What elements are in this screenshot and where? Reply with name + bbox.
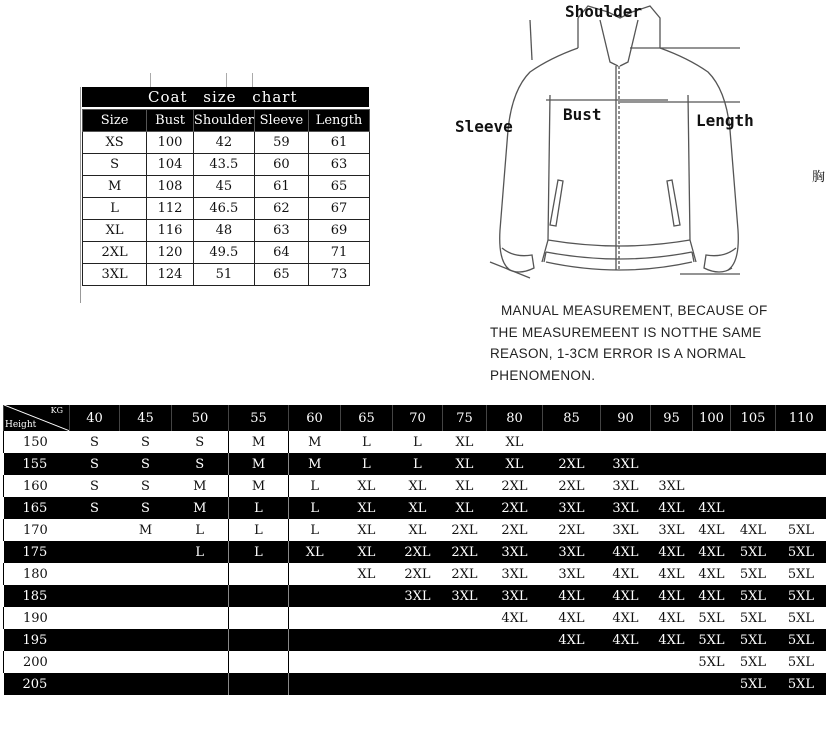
size-cell	[393, 673, 443, 695]
size-cell: XL	[443, 497, 487, 519]
coat-cell: 3XL	[83, 264, 147, 286]
size-cell: M	[120, 519, 172, 541]
coat-cell: XS	[83, 132, 147, 154]
size-cell: L	[393, 453, 443, 475]
coat-cell: XL	[83, 220, 147, 242]
size-cell	[120, 607, 172, 629]
size-cell	[601, 431, 651, 453]
size-cell: 2XL	[443, 519, 487, 541]
size-cell: 2XL	[443, 563, 487, 585]
size-cell	[693, 475, 731, 497]
coat-cell: 43.5	[193, 154, 254, 176]
size-cell: 4XL	[651, 607, 693, 629]
size-cell: 4XL	[651, 541, 693, 563]
size-cell: M	[229, 475, 289, 497]
coat-cell: 63	[254, 220, 308, 242]
size-cell: L	[229, 541, 289, 563]
coat-cell: 42	[193, 132, 254, 154]
size-cell: 4XL	[731, 519, 776, 541]
size-cell: XL	[341, 519, 393, 541]
size-cell: 3XL	[601, 519, 651, 541]
size-cell: 4XL	[651, 585, 693, 607]
table-row	[83, 198, 370, 220]
coat-cell: 2XL	[83, 242, 147, 264]
size-cell	[70, 651, 120, 673]
coat-cell: 48	[193, 220, 254, 242]
coat-cell: 124	[147, 264, 194, 286]
height-value: 190	[4, 607, 70, 629]
size-cell: 2XL	[543, 519, 601, 541]
height-value: 200	[4, 651, 70, 673]
coat-cell: 45	[193, 176, 254, 198]
size-cell: S	[70, 497, 120, 519]
size-cell	[731, 431, 776, 453]
coat-cell: 73	[309, 264, 370, 286]
size-cell	[776, 497, 826, 519]
size-cell	[487, 673, 543, 695]
size-cell: S	[70, 475, 120, 497]
size-cell: 4XL	[693, 541, 731, 563]
size-cell	[341, 629, 393, 651]
size-cell	[393, 651, 443, 673]
size-cell: M	[289, 431, 341, 453]
size-cell: S	[120, 497, 172, 519]
size-cell: 3XL	[543, 541, 601, 563]
size-cell: M	[172, 475, 229, 497]
coat-cell: 104	[147, 154, 194, 176]
size-cell	[172, 651, 229, 673]
size-cell	[120, 541, 172, 563]
size-cell: M	[229, 453, 289, 475]
size-cell	[289, 607, 341, 629]
coat-chart-title: Coat size chart	[82, 87, 369, 107]
table-row	[4, 629, 826, 651]
size-cell	[543, 651, 601, 673]
size-cell: 5XL	[731, 673, 776, 695]
size-cell: 4XL	[693, 585, 731, 607]
size-cell	[120, 673, 172, 695]
size-cell: 3XL	[543, 563, 601, 585]
size-cell: XL	[443, 453, 487, 475]
size-cell: 5XL	[693, 607, 731, 629]
size-cell	[289, 629, 341, 651]
size-cell: M	[229, 431, 289, 453]
size-cell	[443, 673, 487, 695]
size-cell: 5XL	[776, 585, 826, 607]
size-cell: S	[120, 431, 172, 453]
height-value: 165	[4, 497, 70, 519]
coat-cell: 69	[309, 220, 370, 242]
size-cell: L	[289, 497, 341, 519]
size-cell: XL	[443, 475, 487, 497]
weight-header: 90	[601, 405, 651, 431]
size-cell: 4XL	[487, 607, 543, 629]
size-cell: 3XL	[487, 541, 543, 563]
size-cell: 5XL	[776, 673, 826, 695]
size-cell: 2XL	[543, 475, 601, 497]
coat-col-header: Length	[309, 110, 370, 132]
coat-cell: 112	[147, 198, 194, 220]
size-cell	[341, 607, 393, 629]
coat-cell: M	[83, 176, 147, 198]
jacket-measurement-diagram	[470, 0, 770, 285]
size-cell	[393, 629, 443, 651]
size-cell: 5XL	[731, 585, 776, 607]
size-cell: 5XL	[776, 651, 826, 673]
weight-header: 75	[443, 405, 487, 431]
coat-cell: 65	[309, 176, 370, 198]
size-cell: XL	[487, 453, 543, 475]
size-cell	[289, 563, 341, 585]
table-row	[4, 651, 826, 673]
coat-col-header: Sleeve	[254, 110, 308, 132]
size-cell	[229, 585, 289, 607]
size-cell	[443, 651, 487, 673]
size-cell	[651, 453, 693, 475]
size-cell: 4XL	[651, 497, 693, 519]
size-cell	[443, 629, 487, 651]
size-cell: 5XL	[776, 541, 826, 563]
size-cell: L	[229, 497, 289, 519]
table-row	[4, 519, 826, 541]
weight-header: 105	[731, 405, 776, 431]
size-cell: 4XL	[601, 541, 651, 563]
size-cell	[172, 629, 229, 651]
coat-cell: 61	[309, 132, 370, 154]
size-cell	[393, 607, 443, 629]
size-cell: 2XL	[393, 563, 443, 585]
size-cell	[70, 563, 120, 585]
size-cell: XL	[443, 431, 487, 453]
size-cell: S	[172, 453, 229, 475]
size-cell: XL	[487, 431, 543, 453]
table-row	[83, 220, 370, 242]
size-cell	[229, 629, 289, 651]
size-cell	[341, 673, 393, 695]
table-row	[4, 497, 826, 519]
size-cell: XL	[341, 475, 393, 497]
size-cell	[120, 651, 172, 673]
size-cell	[731, 475, 776, 497]
measurement-note	[490, 300, 800, 386]
note-line: THE MEASUREMEENT IS NOTTHE SAME	[490, 324, 762, 340]
kg-label: KG	[50, 406, 63, 415]
coat-cell: 63	[309, 154, 370, 176]
size-cell: L	[289, 519, 341, 541]
size-cell: 3XL	[651, 519, 693, 541]
size-cell: 4XL	[693, 563, 731, 585]
coat-cell: L	[83, 198, 147, 220]
size-cell: XL	[341, 541, 393, 563]
height-label: Height	[5, 420, 37, 430]
size-cell: 5XL	[731, 651, 776, 673]
size-cell	[70, 673, 120, 695]
size-cell: 3XL	[487, 585, 543, 607]
size-cell: 4XL	[543, 607, 601, 629]
size-cell: 2XL	[487, 475, 543, 497]
size-cell: 3XL	[601, 475, 651, 497]
size-cell: 5XL	[731, 563, 776, 585]
size-cell: 3XL	[601, 497, 651, 519]
coat-cell: 46.5	[193, 198, 254, 220]
size-cell	[172, 563, 229, 585]
size-cell: 4XL	[651, 629, 693, 651]
coat-chart-table	[82, 109, 370, 286]
size-cell: 4XL	[543, 629, 601, 651]
coat-cell: 49.5	[193, 242, 254, 264]
size-cell: M	[172, 497, 229, 519]
size-cell: L	[289, 475, 341, 497]
coat-cell: 62	[254, 198, 308, 220]
size-cell: 5XL	[776, 607, 826, 629]
size-cell	[120, 585, 172, 607]
coat-cell: 67	[309, 198, 370, 220]
size-cell: 4XL	[693, 497, 731, 519]
weight-header: 80	[487, 405, 543, 431]
stray-character: 胸	[812, 170, 826, 185]
coat-cell: 60	[254, 154, 308, 176]
size-cell: L	[393, 431, 443, 453]
size-cell: 5XL	[693, 629, 731, 651]
coat-cell: 108	[147, 176, 194, 198]
weight-header: 110	[776, 405, 826, 431]
size-cell	[443, 607, 487, 629]
size-cell: L	[172, 519, 229, 541]
height-value: 195	[4, 629, 70, 651]
size-cell	[341, 651, 393, 673]
size-cell: 4XL	[543, 585, 601, 607]
size-cell	[731, 497, 776, 519]
size-cell	[776, 453, 826, 475]
size-cell: 5XL	[731, 541, 776, 563]
weight-header: 85	[543, 405, 601, 431]
size-cell: 5XL	[776, 519, 826, 541]
size-cell: 4XL	[601, 585, 651, 607]
size-cell	[289, 673, 341, 695]
size-cell	[651, 651, 693, 673]
size-cell: 2XL	[487, 519, 543, 541]
sleeve-label: Sleeve	[455, 117, 513, 136]
shoulder-label: Shoulder	[565, 2, 643, 21]
size-cell	[229, 651, 289, 673]
size-cell: 4XL	[651, 563, 693, 585]
table-row	[83, 242, 370, 264]
size-cell	[229, 607, 289, 629]
height-weight-size-grid	[3, 405, 826, 695]
table-row	[4, 541, 826, 563]
table-row	[4, 673, 826, 695]
coat-cell: 120	[147, 242, 194, 264]
size-cell	[487, 629, 543, 651]
table-ruler	[80, 73, 370, 87]
table-row	[4, 453, 826, 475]
size-cell: XL	[341, 563, 393, 585]
size-cell	[289, 585, 341, 607]
weight-header: 50	[172, 405, 229, 431]
size-cell	[70, 629, 120, 651]
size-cell	[693, 453, 731, 475]
coat-cell: 65	[254, 264, 308, 286]
table-row	[4, 607, 826, 629]
size-cell	[172, 607, 229, 629]
size-cell	[651, 673, 693, 695]
height-value: 180	[4, 563, 70, 585]
size-cell: M	[289, 453, 341, 475]
size-cell	[776, 431, 826, 453]
table-row	[4, 475, 826, 497]
weight-header: 65	[341, 405, 393, 431]
coat-col-header: Size	[83, 110, 147, 132]
grid-corner	[4, 405, 70, 431]
size-cell: 3XL	[601, 453, 651, 475]
coat-cell: 64	[254, 242, 308, 264]
weight-header: 70	[393, 405, 443, 431]
size-cell	[229, 563, 289, 585]
size-cell	[693, 431, 731, 453]
size-cell: 5XL	[776, 563, 826, 585]
size-cell: L	[341, 453, 393, 475]
table-row	[83, 176, 370, 198]
size-cell	[341, 585, 393, 607]
weight-header: 45	[120, 405, 172, 431]
height-value: 160	[4, 475, 70, 497]
coat-cell: 59	[254, 132, 308, 154]
size-cell: 2XL	[443, 541, 487, 563]
size-cell	[601, 673, 651, 695]
size-cell: 2XL	[543, 453, 601, 475]
coat-cell: 116	[147, 220, 194, 242]
coat-col-header: Shoulder	[193, 110, 254, 132]
size-cell: 4XL	[693, 519, 731, 541]
size-cell: 4XL	[601, 629, 651, 651]
size-cell	[172, 585, 229, 607]
coat-cell: S	[83, 154, 147, 176]
size-cell: 3XL	[543, 497, 601, 519]
size-cell: 3XL	[443, 585, 487, 607]
table-row	[83, 264, 370, 286]
table-row	[83, 154, 370, 176]
size-cell	[70, 607, 120, 629]
size-cell	[487, 651, 543, 673]
size-cell: XL	[393, 519, 443, 541]
size-cell	[776, 475, 826, 497]
weight-header: 40	[70, 405, 120, 431]
size-cell	[289, 651, 341, 673]
grid-header-row	[4, 405, 826, 431]
height-value: 185	[4, 585, 70, 607]
weight-header: 55	[229, 405, 289, 431]
size-cell	[172, 673, 229, 695]
size-cell	[543, 431, 601, 453]
size-cell	[693, 673, 731, 695]
table-row	[4, 563, 826, 585]
coat-cell: 100	[147, 132, 194, 154]
bust-label: Bust	[563, 105, 602, 124]
size-cell	[601, 651, 651, 673]
weight-header: 100	[693, 405, 731, 431]
size-cell: 2XL	[393, 541, 443, 563]
size-cell: 5XL	[776, 629, 826, 651]
size-cell: XL	[341, 497, 393, 519]
size-cell	[543, 673, 601, 695]
height-value: 170	[4, 519, 70, 541]
size-cell	[651, 431, 693, 453]
height-value: 175	[4, 541, 70, 563]
size-cell: S	[172, 431, 229, 453]
coat-cell: 61	[254, 176, 308, 198]
height-value: 205	[4, 673, 70, 695]
size-cell: S	[120, 475, 172, 497]
size-cell: 4XL	[601, 607, 651, 629]
size-cell	[70, 541, 120, 563]
note-line: REASON, 1-3CM ERROR IS A NORMAL	[490, 346, 747, 361]
note-line: MANUAL MEASUREMENT, BECAUSE OF	[501, 303, 768, 318]
size-cell	[70, 585, 120, 607]
size-cell: 2XL	[487, 497, 543, 519]
table-row	[4, 585, 826, 607]
size-cell	[70, 519, 120, 541]
size-cell: XL	[289, 541, 341, 563]
size-cell: 5XL	[693, 651, 731, 673]
coat-col-header: Bust	[147, 110, 194, 132]
size-cell: L	[172, 541, 229, 563]
weight-header: 60	[289, 405, 341, 431]
weight-header: 95	[651, 405, 693, 431]
table-row	[4, 431, 826, 453]
table-row	[83, 132, 370, 154]
size-cell: L	[341, 431, 393, 453]
size-cell: XL	[393, 497, 443, 519]
size-cell	[120, 563, 172, 585]
size-cell: 3XL	[651, 475, 693, 497]
size-cell: L	[229, 519, 289, 541]
coat-cell: 71	[309, 242, 370, 264]
note-line: PHENOMENON.	[490, 367, 596, 383]
size-cell: XL	[393, 475, 443, 497]
size-cell	[229, 673, 289, 695]
length-label: Length	[696, 111, 754, 130]
coat-cell: 51	[193, 264, 254, 286]
jacket-outline-icon	[500, 6, 739, 272]
size-cell	[120, 629, 172, 651]
size-cell: 5XL	[731, 629, 776, 651]
size-cell: 4XL	[601, 563, 651, 585]
size-cell: 5XL	[731, 607, 776, 629]
size-cell: 3XL	[487, 563, 543, 585]
size-cell: S	[120, 453, 172, 475]
size-cell	[731, 453, 776, 475]
height-value: 150	[4, 431, 70, 453]
size-cell: S	[70, 431, 120, 453]
size-cell: 3XL	[393, 585, 443, 607]
height-value: 155	[4, 453, 70, 475]
size-cell: S	[70, 453, 120, 475]
